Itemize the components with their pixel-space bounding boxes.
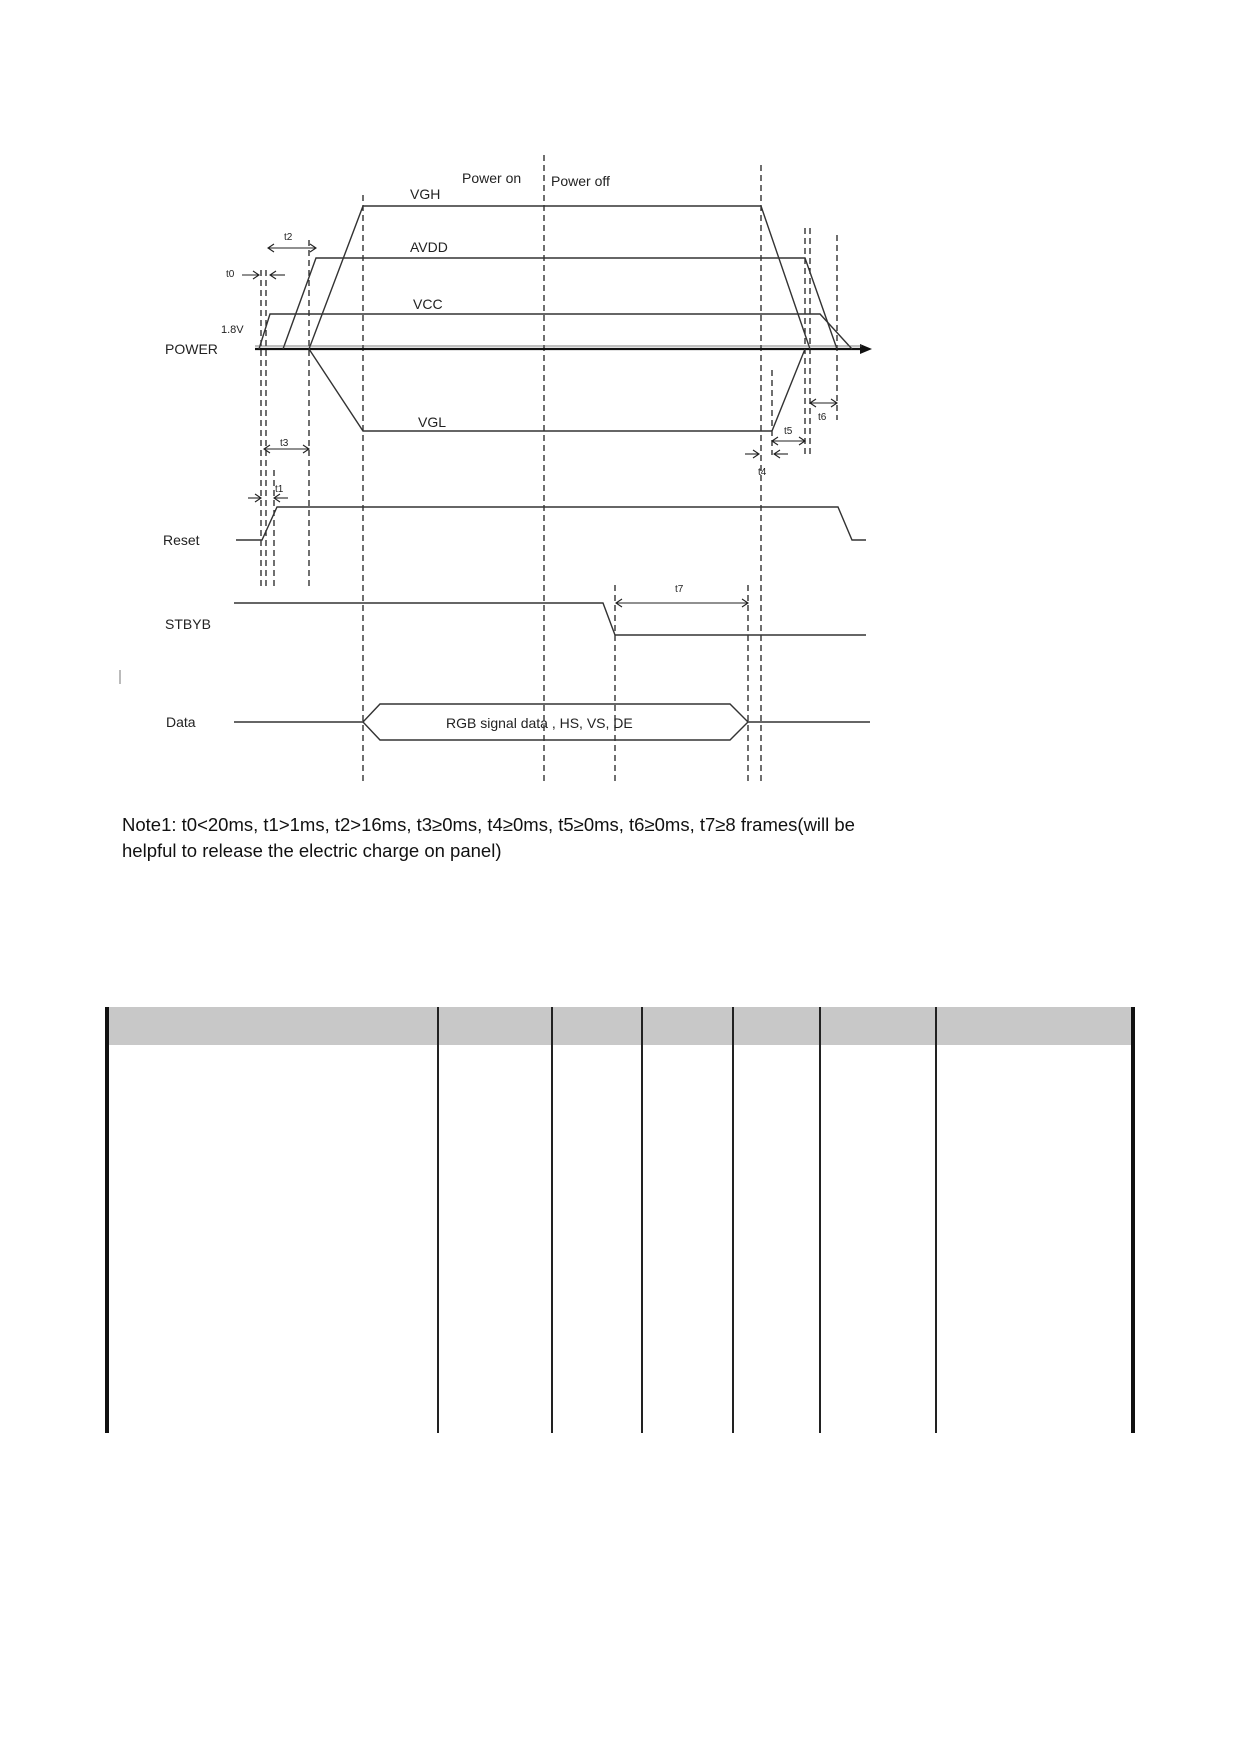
stbyb-waveform — [234, 603, 866, 635]
t4-label: t4 — [758, 467, 767, 478]
table-column-divider — [551, 1007, 553, 1433]
stray-mark — [119, 670, 121, 684]
table-column-divider — [819, 1007, 821, 1433]
reset-waveform — [236, 507, 866, 540]
data-signal-label: Data — [166, 714, 196, 730]
table-column-divider — [732, 1007, 734, 1433]
table-column-divider — [935, 1007, 937, 1433]
table-right-border — [1131, 1007, 1135, 1433]
vgl-waveform — [309, 349, 805, 431]
table-header-row — [105, 1007, 1135, 1045]
reset-signal-label: Reset — [163, 532, 200, 548]
avdd-waveform — [283, 258, 837, 349]
power-axis — [255, 344, 872, 354]
level-1v8-label: 1.8V — [221, 324, 244, 336]
avdd-label: AVDD — [410, 239, 448, 255]
data-bus-label: RGB signal data , HS, VS, DE — [446, 715, 633, 731]
t6-label: t6 — [818, 412, 827, 423]
power-signal-label: POWER — [165, 341, 218, 357]
power-off-label: Power off — [551, 173, 610, 189]
table-column-divider — [641, 1007, 643, 1433]
t2-label: t2 — [284, 232, 293, 243]
rail-waveforms — [255, 206, 862, 431]
t3-label: t3 — [280, 438, 289, 449]
vcc-waveform — [259, 314, 852, 349]
vgh-label: VGH — [410, 186, 441, 202]
table-column-divider — [437, 1007, 439, 1433]
power-on-label: Power on — [462, 170, 522, 186]
vgh-waveform — [309, 206, 810, 349]
vcc-label: VCC — [413, 296, 443, 312]
t5-label: t5 — [784, 426, 793, 437]
t0-label: t0 — [226, 269, 235, 280]
stbyb-signal-label: STBYB — [165, 616, 211, 632]
spec-table — [105, 1007, 1135, 1433]
note-line-2: helpful to release the electric charge on panel) — [122, 840, 502, 861]
t1-label: t1 — [275, 484, 284, 495]
note-line-1: Note1: t0<20ms, t1>1ms, t2>16ms, t3≥0ms, t4≥0ms, t5≥0ms, t6≥0ms, t7≥8 frames(will be — [122, 814, 855, 835]
timing-arrows — [242, 244, 837, 607]
timing-note — [122, 812, 1022, 864]
t7-label: t7 — [675, 584, 684, 595]
table-left-border — [105, 1007, 109, 1433]
vgl-label: VGL — [418, 414, 447, 430]
power-sequence-timing-diagram — [0, 0, 1240, 800]
